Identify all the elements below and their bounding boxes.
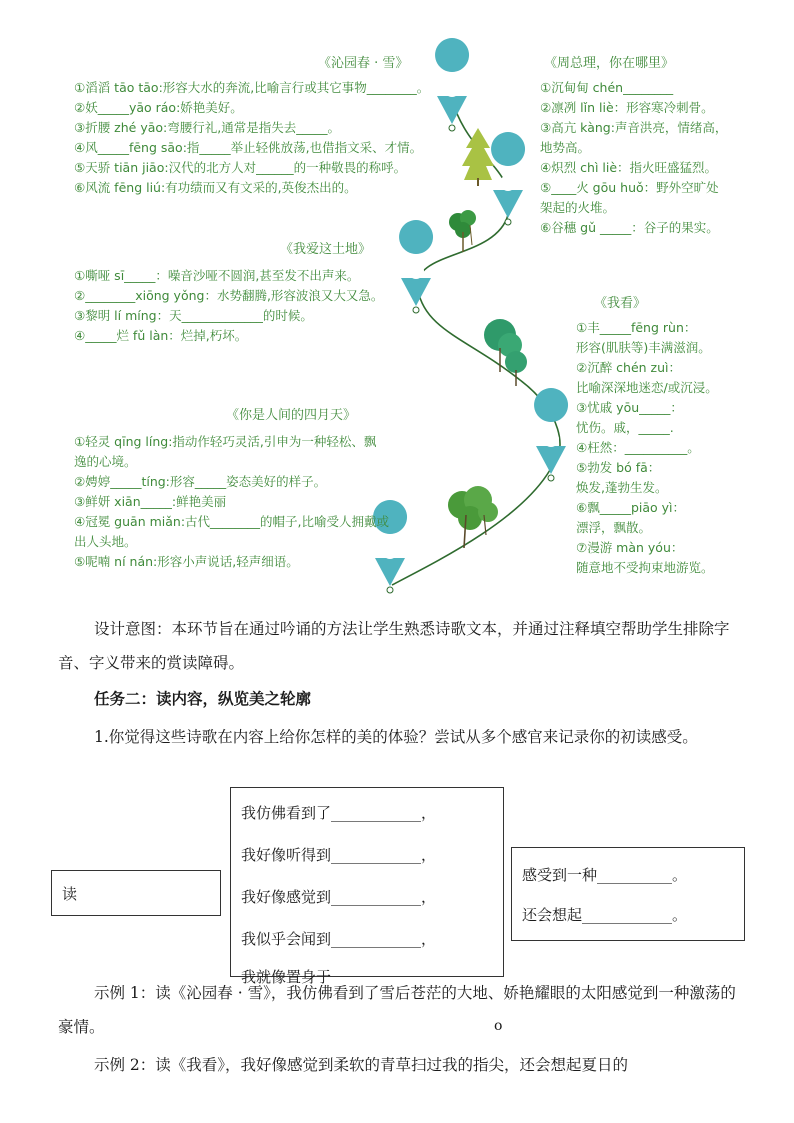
note-line: ⑤勃发 bó fā： [576, 460, 661, 475]
note-line: ④冠冕 guān miǎn:古代________的帽子,比喻受人拥戴或 [74, 514, 390, 529]
woai-notes [74, 266, 383, 346]
note-line: ⑥风流 fēng liú:有功绩而又有文采的,英俊杰出的。 [74, 180, 357, 195]
example-2: 示例 2：读《我看》，我好像感觉到柔软的青草扫过我的指尖，还会想起夏日的 [94, 1056, 629, 1074]
note-line: ③高亢 kàng:声音洪亮，情绪高， [540, 120, 728, 135]
feeling-box [511, 847, 745, 941]
stray-mark: o [494, 1018, 503, 1034]
section-title-woai: 《我爱这土地》 [280, 242, 372, 257]
question-1: 1.你觉得这些诗歌在内容上给你怎样的美的体验？尝试从多个感官来记录你的初读感受。 [94, 728, 698, 746]
senses-line: 我就像置身于 [241, 968, 332, 986]
senses-line: 我仿佛看到了____________， [241, 804, 437, 822]
section-title-zhouzongli: 《周总理，你在哪里》 [544, 56, 675, 71]
note-line: ⑥飘_____piāo yì： [576, 500, 686, 515]
tree-icon [449, 210, 476, 252]
senses-line: 我似乎会闻到____________， [241, 930, 437, 948]
note-line: ③折腰 zhé yāo:弯腰行礼,通常是指失去_____。 [74, 120, 340, 135]
note-line: 比喻深深地迷恋/或沉浸。 [576, 380, 718, 395]
location-pin-icon [435, 38, 469, 131]
note-line: 忧伤。戚，_____. [576, 420, 674, 435]
siyuetian-notes [74, 432, 389, 572]
note-line: ②凛冽 lǐn liè：形容寒冷刺骨。 [540, 100, 714, 115]
note-line: ④风_____fēng sāo:指_____举止轻佻放荡,也借指文采、才情。 [74, 140, 423, 155]
note-line: ①轻灵 qīng líng:指动作轻巧灵活,引申为一种轻松、飘 [74, 434, 377, 449]
note-line: ⑦漫游 màn yóu： [576, 540, 684, 555]
note-line: ④炽烈 chì liè：指火旺盛猛烈。 [540, 160, 718, 175]
note-line: ②妖_____yāo ráo:娇艳美好。 [74, 100, 243, 115]
section-title-qinyuan: 《沁园春 · 雪》 [318, 56, 409, 71]
note-line: ②________xiōng yǒng：水势翻腾,形容波浪又大又急。 [74, 288, 384, 303]
senses-line: 我好像听得到____________， [241, 846, 437, 864]
note-line: ③忧戚 yōu_____： [576, 400, 683, 415]
design-intent-paragraph: 设计意图：本环节旨在通过吟诵的方法让学生熟悉诗歌文本，并通过注释填空帮助学生排除字音、字义带来的赏读障碍。 [58, 620, 730, 672]
example-1: 示例 1：读《沁园春 · 雪》，我仿佛看到了雪后苍茫的大地、娇艳耀眼的太阳感觉到一种激荡的豪情。 [58, 984, 736, 1036]
note-line: 漂浮，飘散。 [576, 520, 652, 535]
location-pin-icon [491, 132, 525, 225]
note-line: ①嘶哑 sī_____：噪音沙哑不圆润,甚至发不出声来。 [74, 268, 360, 283]
location-pin-icon [534, 388, 568, 481]
note-line: ②娉婷_____tíng:形容_____姿态美好的样子。 [74, 474, 327, 489]
note-line: ⑤呢喃 ní nán:形容小声说话,轻声细语。 [74, 554, 299, 569]
read-box-label: 读 [62, 885, 78, 903]
note-line: ⑤____火 gōu huǒ：野外空旷处 [540, 180, 719, 195]
note-line: 焕发,蓬勃生发。 [576, 480, 668, 495]
feeling-line: 感受到一种__________。 [522, 866, 688, 884]
senses-box [230, 787, 504, 986]
wokan-notes [576, 318, 718, 578]
note-line: 形容(肌肤等)丰满滋润。 [576, 340, 711, 355]
qinyuan-notes [74, 78, 429, 198]
note-line: 随意地不受拘束地游览。 [576, 560, 714, 575]
note-line: ④枉然：__________。 [576, 440, 700, 455]
note-line: ③鲜妍 xiān_____:鲜艳美丽 [74, 494, 227, 509]
tree-icon [484, 319, 527, 386]
senses-line: 我好像感觉到____________， [241, 888, 437, 906]
note-line: ①沉甸甸 chén________ [540, 80, 674, 95]
task2-heading: 任务二：读内容，纵览美之轮廓 [94, 689, 312, 708]
note-line: ③黎明 lí míng：天_____________的时候。 [74, 308, 313, 323]
section-title-siyuetian: 《你是人间的四月天》 [226, 408, 357, 423]
note-line: ④_____烂 fǔ làn：烂掉,朽坏。 [74, 328, 248, 343]
feeling-line: 还会想起____________。 [522, 906, 688, 924]
tree-icon [448, 486, 498, 548]
note-line: ⑥谷穗 gǔ _____：谷子的果实。 [540, 220, 719, 235]
note-line: ②沉醉 chén zuì： [576, 360, 682, 375]
tree-icon [462, 128, 494, 186]
note-line: ①丰_____fēng rùn： [576, 320, 697, 335]
note-line: 地势高。 [540, 140, 591, 155]
note-line: 出人头地。 [74, 534, 137, 549]
read-box [51, 870, 221, 916]
note-line: 逸的心境。 [74, 454, 137, 469]
section-title-wokan: 《我看》 [594, 296, 647, 311]
note-line: ①滔滔 tāo tāo:形容大水的奔流,比喻言行或其它事物________。 [74, 80, 430, 95]
note-line: 架起的火堆。 [540, 200, 616, 215]
zhouzongli-notes [540, 78, 727, 238]
note-line: ⑤天骄 tiān jiāo:汉代的北方人对______的一种敬畏的称呼。 [74, 160, 407, 175]
